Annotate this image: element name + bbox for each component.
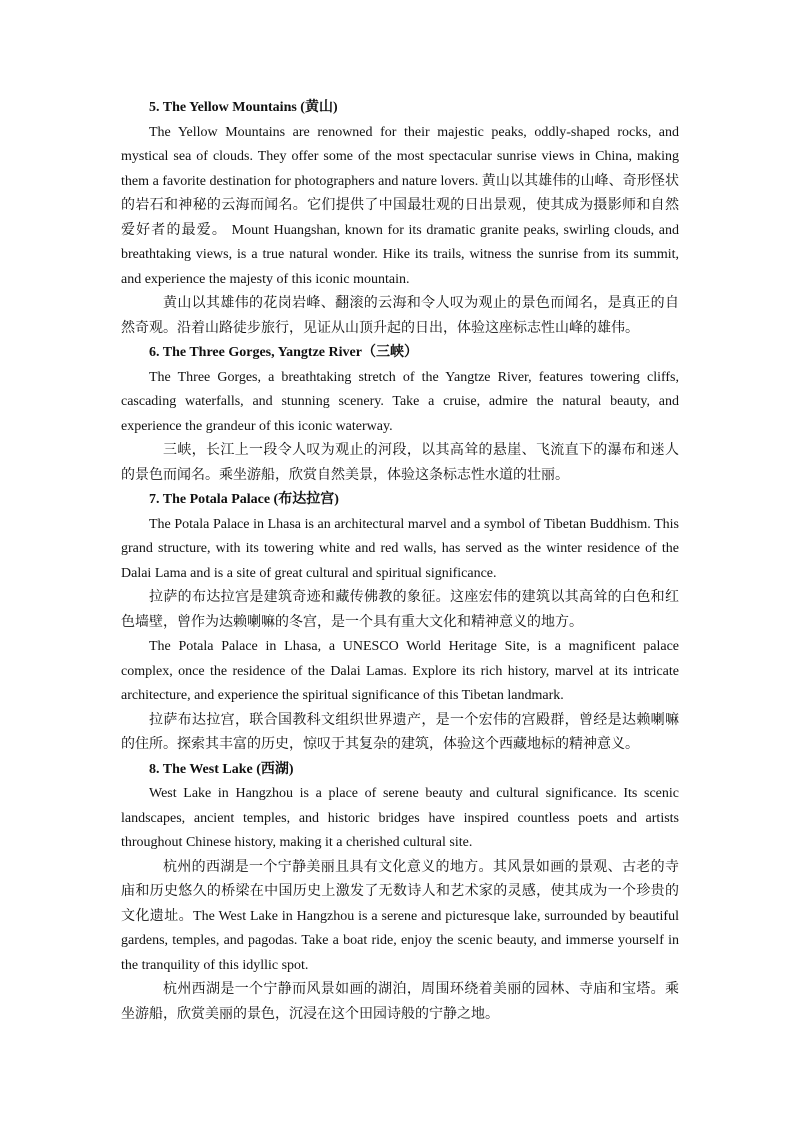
potala-paragraph-3: The Potala Palace in Lhasa, a UNESCO World Heritage Site, is a magnificent palace complex, once the residence of the Dalai Lamas. Explore its rich history, marvel at its intricate architecture, and experience the spiritual significance of this Tibetan landmark.: [121, 639, 679, 703]
west-lake-paragraph-1: West Lake in Hangzhou is a place of serene beauty and cultural significance. Its scenic landscapes, ancient temples, and historic bridges have inspired countless poets and artists throughout Chinese history, making it a cherished cultural site.: [121, 786, 679, 850]
west-lake-paragraph-2: 杭州的西湖是一个宁静美丽且具有文化意义的地方。其风景如画的景观、古老的寺庙和历史悠久的桥梁在中国历史上激发了无数诗人和艺术家的灵感，使其成为一个珍贵的文化遗址。The West Lake in Hangzhou is a serene and picturesque lake, surrounded by beautiful gardens, temples, and pagodas. Take a boat ride, enjoy the scenic beauty, and immerse yourself in the tranquility of this idyllic spot.: [121, 859, 679, 973]
three-gorges-paragraph-1: The Three Gorges, a breathtaking stretch of the Yangtze River, features towering cliffs, cascading waterfalls, and stunning scenery. Take a cruise, admire the natural beauty, and experience the grandeur of this iconic waterway.: [121, 369, 679, 434]
potala-paragraph-1: The Potala Palace in Lhasa is an architectural marvel and a symbol of Tibetan Buddhism. This grand structure, with its towering white and red walls, has served as the winter residence of the Dalai Lama and is a site of great cultural and spiritual significance.: [121, 516, 679, 581]
three-gorges-paragraph-2: 三峡，长江上一段令人叹为观止的河段，以其高耸的悬崖、飞流直下的瀑布和迷人的景色而闻名。乘坐游船，欣赏自然美景，体验这条标志性水道的壮丽。: [121, 443, 679, 483]
section-heading-west-lake: 8. The West Lake (西湖): [149, 761, 294, 777]
section-heading-yellow-mountains: 5. The Yellow Mountains (黄山): [149, 100, 338, 115]
potala-paragraph-2: 拉萨的布达拉宫是建筑奇迹和藏传佛教的象征。这座宏伟的建筑以其高耸的白色和红色墙壁，曾作为达赖喇嘛的冬宫，是一个具有重大文化和精神意义的地方。: [121, 590, 679, 630]
section-heading-potala-palace: 7. The Potala Palace (布达拉宫): [149, 492, 339, 507]
yellow-mountains-paragraph-1: The Yellow Mountains are renowned for their majestic peaks, oddly-shaped rocks, and mystical sea of clouds. They offer some of the most spectacular sunrise views in China, making them a favorite destination for photographers and nature lovers. 黄山以其雄伟的山峰、奇形怪状的岩石和神秘的云海而闻名。它们提供了中国最壮观的日出景观，使其成为摄影师和自然爱好者的最爱。 Mount Huangshan, known for its dramatic granite peaks, swirling clouds, and breathtaking views, is a true natural wonder. Hike its trails, witness the sunrise from its summit, and experience the majesty of this iconic mountain.: [121, 124, 679, 287]
yellow-mountains-paragraph-2: 黄山以其雄伟的花岗岩峰、翻滚的云海和令人叹为观止的景色而闻名，是真正的自然奇观。沿着山路徒步旅行，见证从山顶升起的日出，体验这座标志性山峰的雄伟。: [121, 296, 679, 336]
document-page: [121, 96, 679, 1027]
potala-paragraph-4: 拉萨布达拉宫，联合国教科文组织世界遗产，是一个宏伟的宫殿群，曾经是达赖喇嘛的住所。探索其丰富的历史，惊叹于其复杂的建筑，体验这个西藏地标的精神意义。: [121, 712, 679, 752]
west-lake-paragraph-3: 杭州西湖是一个宁静而风景如画的湖泊，周围环绕着美丽的园林、寺庙和宝塔。乘坐游船，欣赏美丽的景色，沉浸在这个田园诗般的宁静之地。: [121, 982, 679, 1022]
section-heading-three-gorges: 6. The Three Gorges, Yangtze River（三峡）: [149, 345, 418, 360]
